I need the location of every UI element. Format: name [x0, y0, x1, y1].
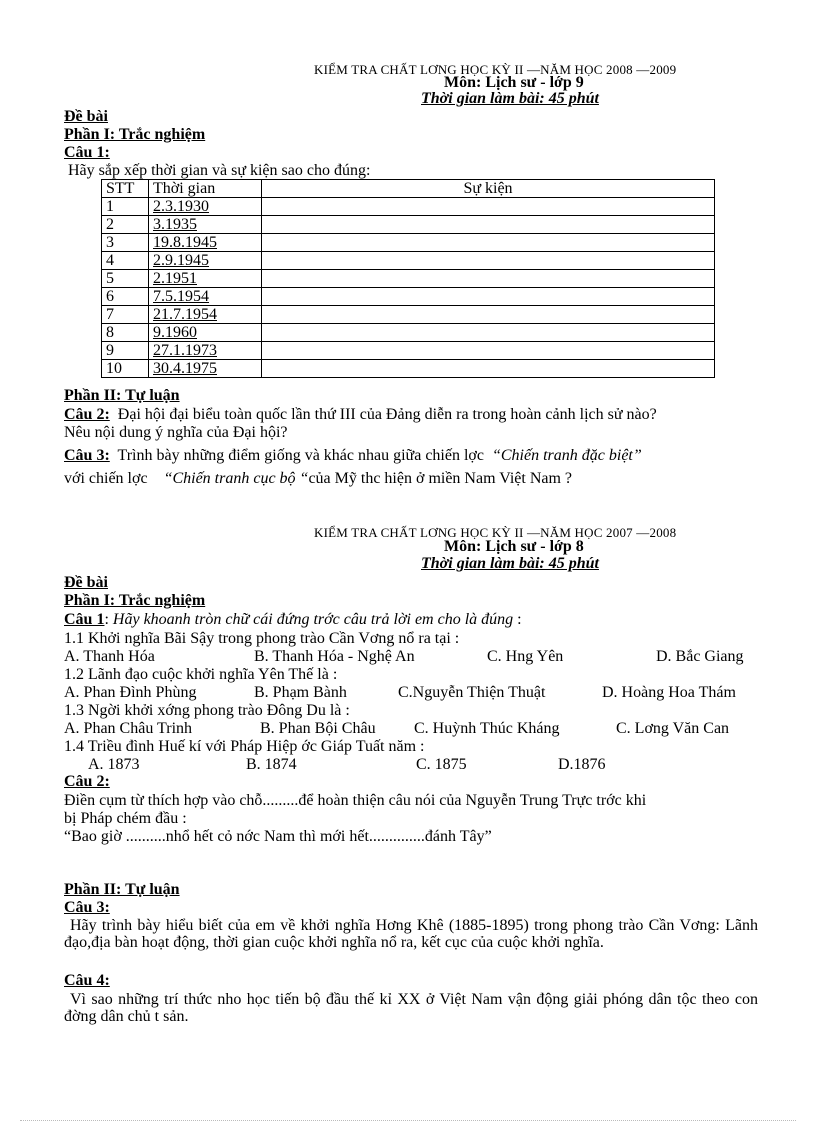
cell-date: 2.1951 [149, 270, 262, 288]
cell-date: 7.5.1954 [149, 288, 262, 306]
exam2-q4-label: Câu 4: [64, 972, 110, 989]
exam2-q2-text: Điền cụm từ thích hợp vào chỗ.........để hoàn thiện câu nói của Nguyễn Trung Trực trớc khi [64, 792, 647, 809]
event-table [101, 179, 715, 378]
cell-event [262, 270, 715, 288]
cell-stt: 9 [102, 342, 149, 360]
exam2-q12-opt-a: A. Phan Đình Phùng [64, 684, 197, 701]
cell-event [262, 198, 715, 216]
exam2-q2-text2: bị Pháp chém đầu : [64, 810, 187, 827]
cell-date: 2.9.1945 [149, 252, 262, 270]
table-row [102, 270, 715, 288]
cell-stt: 3 [102, 234, 149, 252]
cell-event [262, 216, 715, 234]
cell-date: 27.1.1973 [149, 342, 262, 360]
exam1-q2 [64, 406, 657, 424]
exam2-q14-opt-c: C. 1875 [416, 756, 467, 773]
exam2-q2-quote: “Bao giờ ..........nhổ hết cỏ nớc Nam thì mới hết..............đánh Tây” [64, 828, 492, 845]
exam2-q1-end: : [517, 611, 522, 628]
exam2-q14-opt-d: D.1876 [558, 756, 606, 773]
exam2-q14-opt-a: A. 1873 [88, 756, 140, 773]
cell-date: 9.1960 [149, 324, 262, 342]
exam2-header: KIỂM TRA CHẤT LƠNG HỌC KỲ II —NĂM HỌC 2007 —2008 [314, 525, 677, 540]
cell-date: 30.4.1975 [149, 360, 262, 378]
exam1-q2-text2: Nêu nội dung ý nghĩa của Đại hội? [64, 424, 288, 441]
cell-date: 2.3.1930 [149, 198, 262, 216]
exam2-q3-text: Hãy trình bày hiểu biết của em về khởi nghĩa Hơng Khê (1885-1895) trong phong trào Cần Vơng: Lãnh đạo,địa bàn hoạt động, thời gian cuộc khởi nghĩa nổ ra, kết cục của cuộc khởi nghĩa. [64, 917, 758, 951]
exam2-q1-colon: : [104, 611, 109, 628]
exam1-q2-label: Câu 2: [64, 406, 110, 423]
exam2-q1 [64, 611, 522, 629]
exam2-q12-opt-d: D. Hoàng Hoa Thám [602, 684, 736, 701]
exam2-part1-title: Phần I: Trắc nghiệm [64, 592, 206, 609]
cell-stt: 2 [102, 216, 149, 234]
exam1-de-bai: Đề bài [64, 108, 108, 125]
exam1-q3-line2 [64, 470, 572, 488]
col-header-event: Sự kiện [262, 180, 715, 198]
page-edge-divider [20, 1120, 796, 1121]
exam1-time: Thời gian làm bài: 45 phút [421, 90, 599, 107]
exam1-q1-label: Câu 1: [64, 144, 110, 161]
exam2-q14-opt-b: B. 1874 [246, 756, 297, 773]
exam1-q1-text: Hãy sắp xếp thời gian và sự kiện sao cho đúng: [68, 162, 371, 179]
exam1-q3-a: Trình bày những điểm giống và khác nhau giữa chiến lợc [117, 447, 484, 464]
exam2-q12-opt-c: C.Nguyễn Thiện Thuật [398, 684, 546, 701]
exam1-header: KIỂM TRA CHẤT LƠNG HỌC KỲ II —NĂM HỌC 2008 —2009 [314, 62, 677, 77]
cell-event [262, 252, 715, 270]
exam1-q3 [64, 447, 642, 465]
exam1-q3-c: với chiến lợc [64, 470, 148, 487]
exam2-q11-opt-a: A. Thanh Hóa [64, 648, 155, 665]
exam2-de-bai: Đề bài [64, 574, 108, 591]
exam2-q13-opt-b: B. Phan Bội Châu [260, 720, 376, 737]
cell-stt: 4 [102, 252, 149, 270]
exam2-q13: 1.3 Ngời khởi xớng phong trào Đông Du là : [64, 702, 350, 719]
exam1-part1-title: Phần I: Trắc nghiệm [64, 126, 206, 143]
exam2-q4-text: Vì sao những trí thức nho học tiến bộ đầu thế kỉ XX ở Việt Nam vận động giải phóng dân tộc theo con đờng dân chủ t sản. [64, 991, 758, 1025]
exam2-q2-label: Câu 2: [64, 773, 110, 790]
exam2-time: Thời gian làm bài: 45 phút [421, 555, 599, 572]
exam2-part2-title: Phần II: Tự luận [64, 881, 180, 898]
exam2-q12-opt-b: B. Phạm Bành [254, 684, 347, 701]
cell-event [262, 234, 715, 252]
table-header-row [102, 180, 715, 198]
table-row [102, 360, 715, 378]
exam1-q3-label: Câu 3: [64, 447, 110, 464]
exam2-q11-opt-c: C. Hng Yên [487, 648, 564, 665]
cell-date: 21.7.1954 [149, 306, 262, 324]
exam2-q13-opt-c: C. Huỳnh Thúc Kháng [414, 720, 560, 737]
exam2-q13-opt-d: C. Lơng Văn Can [616, 720, 730, 737]
cell-stt: 8 [102, 324, 149, 342]
exam2-q1-text: Hãy khoanh tròn chữ cái đứng trớc câu trả lời em cho là đúng [112, 611, 514, 628]
exam1-part2-title: Phần II: Tự luận [64, 387, 180, 404]
table-row [102, 342, 715, 360]
table-row [102, 252, 715, 270]
exam2-q11: 1.1 Khởi nghĩa Bãi Sậy trong phong trào Cần Vơng nổ ra tại : [64, 630, 460, 647]
exam2-q12: 1.2 Lãnh đạo cuộc khởi nghĩa Yên Thế là : [64, 666, 338, 683]
cell-date: 3.1935 [149, 216, 262, 234]
cell-event [262, 342, 715, 360]
cell-stt: 5 [102, 270, 149, 288]
cell-date: 19.8.1945 [149, 234, 262, 252]
exam1-q3-d: “Chiến tranh cục bộ “ [163, 470, 309, 487]
exam2-q1-label: Câu 1 [64, 611, 105, 628]
cell-stt: 1 [102, 198, 149, 216]
cell-stt: 6 [102, 288, 149, 306]
cell-stt: 10 [102, 360, 149, 378]
cell-stt: 7 [102, 306, 149, 324]
cell-event [262, 306, 715, 324]
exam1-subject: Môn: Lịch sư - lớp 9 [444, 74, 584, 91]
table-row [102, 198, 715, 216]
exam2-q3-label: Câu 3: [64, 899, 110, 916]
col-header-time: Thời gian [149, 180, 262, 198]
exam1-q3-e: của Mỹ thc hiện ở miền Nam Việt Nam ? [308, 470, 573, 487]
exam1-q3-b: “Chiến tranh đặc biệt” [491, 447, 642, 464]
exam2-q11-opt-d: D. Bắc Giang [656, 648, 744, 665]
exam2-q11-opt-b: B. Thanh Hóa - Nghệ An [254, 648, 415, 665]
col-header-stt: STT [102, 180, 149, 198]
cell-event [262, 324, 715, 342]
exam2-q13-opt-a: A. Phan Châu Trinh [64, 720, 193, 737]
table-row [102, 324, 715, 342]
cell-event [262, 360, 715, 378]
table-row [102, 216, 715, 234]
cell-event [262, 288, 715, 306]
exam2-q14: 1.4 Triều đình Huế kí với Pháp Hiệp ớc Giáp Tuất năm : [64, 738, 425, 755]
table-row [102, 234, 715, 252]
table-row [102, 306, 715, 324]
exam1-q2-text: Đại hội đại biểu toàn quốc lần thứ III của Đảng diễn ra trong hoàn cảnh lịch sử nào? [117, 406, 657, 423]
exam2-subject: Môn: Lịch sư - lớp 8 [444, 538, 584, 555]
table-row [102, 288, 715, 306]
